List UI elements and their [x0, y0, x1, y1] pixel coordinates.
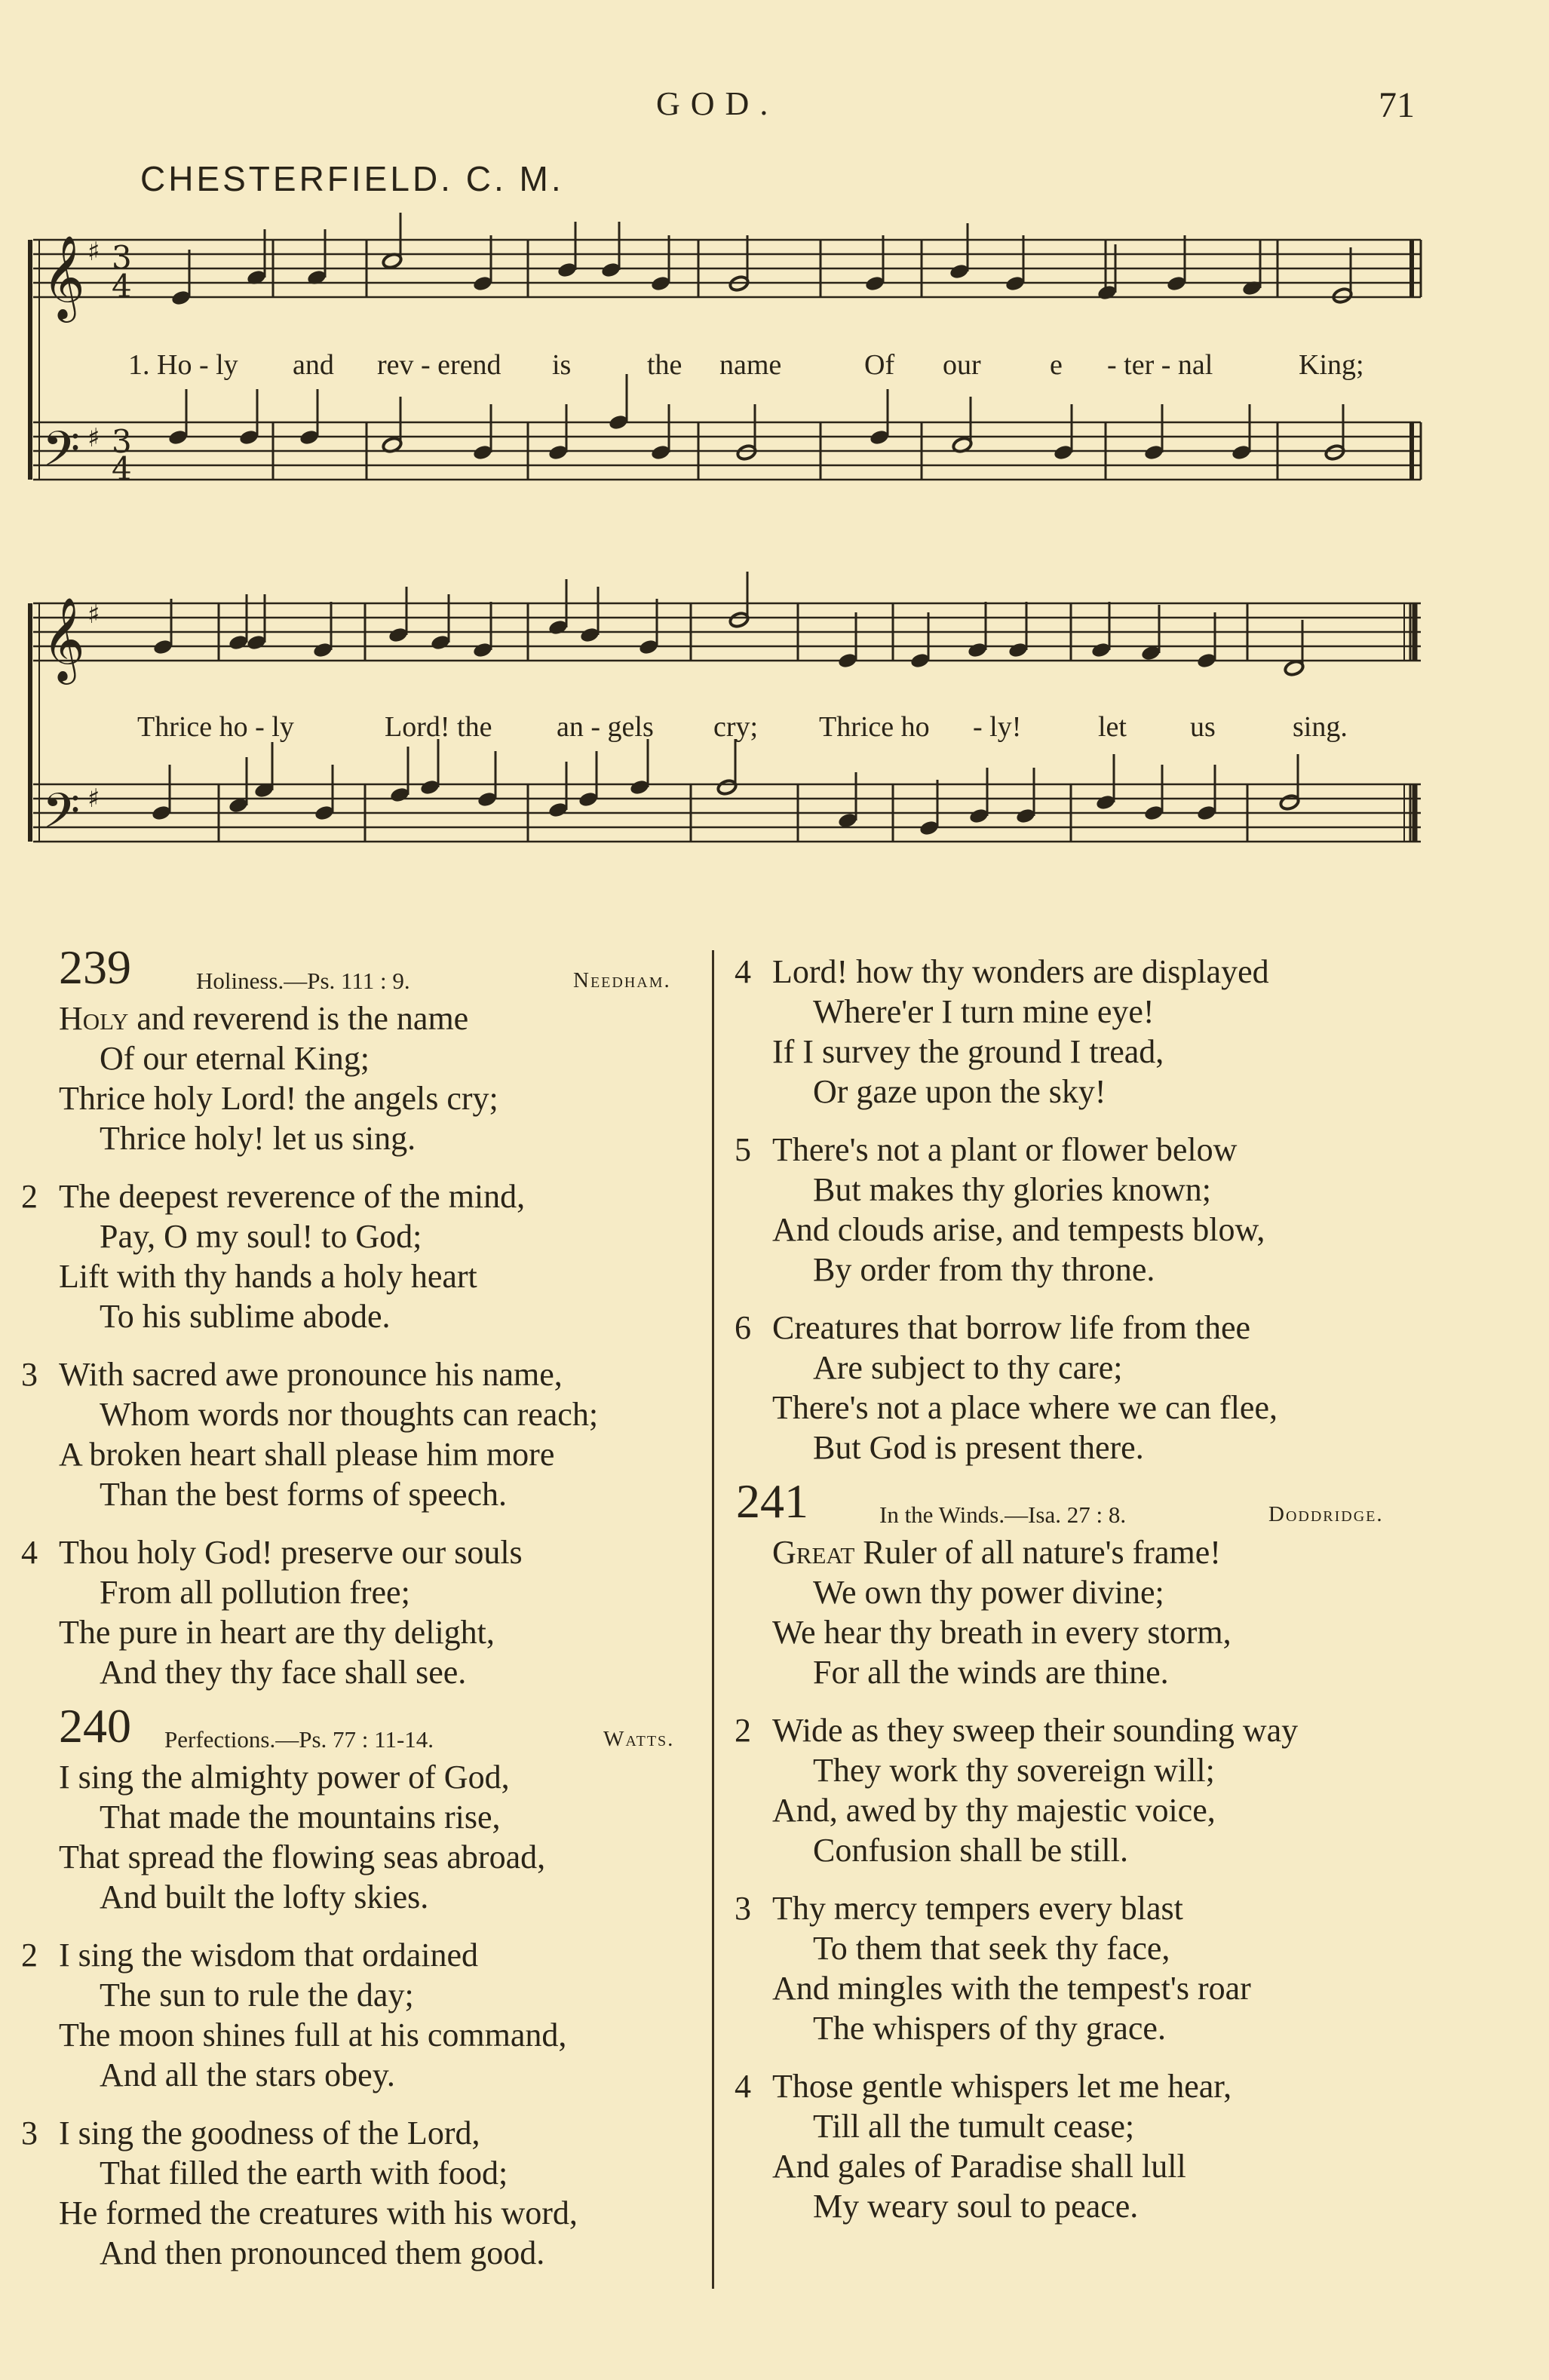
verse-line: And then pronounced them good.: [100, 2234, 545, 2271]
verse-line: They work thy sovereign will;: [813, 1752, 1215, 1789]
stanza: [59, 1757, 707, 1917]
verse-line: Than the best forms of speech.: [100, 1476, 508, 1513]
verse-line: Those gentle whispers let me hear,: [772, 2068, 1232, 2105]
lyric-syllable: rev - erend: [377, 349, 502, 381]
verse-line: Thou holy God! preserve our souls: [59, 1534, 523, 1571]
verse-line: The sun to rule the day;: [100, 1977, 414, 2013]
hymn-241: [735, 1474, 1526, 2226]
stanza-number: 5: [735, 1131, 751, 1168]
verse-line: My weary soul to peace.: [813, 2188, 1139, 2225]
svg-text:4: 4: [112, 268, 132, 305]
hymn-topic: Perfections.—Ps. 77 : 11-14.: [164, 1726, 434, 1753]
stanza: [735, 1888, 1526, 2048]
running-head: GOD.: [656, 85, 779, 122]
stanza-number: 3: [735, 1890, 751, 1927]
svg-text:4: 4: [112, 450, 132, 487]
stanza-number: 2: [735, 1712, 751, 1749]
stanza: [59, 998, 707, 1158]
verse-line: There's not a plant or flower below: [772, 1131, 1238, 1168]
svg-text:𝄢: 𝄢: [42, 422, 81, 489]
verse-line: Great Ruler of all nature's frame!: [772, 1534, 1221, 1571]
lyric-syllable: e: [1050, 349, 1063, 381]
stanza-number: 2: [21, 1937, 38, 1974]
verse-line: The pure in heart are thy delight,: [59, 1614, 495, 1651]
hymn-stanzas: [735, 952, 1526, 1468]
left-column: [21, 940, 707, 2291]
lyric-syllable: our: [943, 349, 981, 381]
staff-lines: [33, 240, 1421, 842]
stanza: [735, 952, 1526, 1112]
verse-line: He formed the creatures with his word,: [59, 2194, 578, 2231]
verse-line: But makes thy glories known;: [813, 1171, 1211, 1208]
lyric-syllable: let: [1098, 711, 1127, 743]
verse-line: Creatures that borrow life from thee: [772, 1309, 1251, 1346]
verse-line: With sacred awe pronounce his name,: [59, 1356, 563, 1393]
verse-line: And all the stars obey.: [100, 2056, 395, 2093]
music-score: [0, 0, 1549, 935]
lyric-syllable: name: [719, 349, 782, 381]
verse-line: And built the lofty skies.: [100, 1879, 429, 1915]
verse-line: That spread the flowing seas abroad,: [59, 1839, 546, 1875]
verse-line: Thrice holy! let us sing.: [100, 1120, 416, 1157]
lyric-syllable: King;: [1299, 349, 1364, 381]
svg-text:𝄞: 𝄞: [42, 235, 85, 319]
lyric-syllable: Of: [864, 349, 895, 381]
lyric-syllable: and: [293, 349, 334, 381]
verse-line: And mingles with the tempest's roar: [772, 1970, 1251, 2007]
verse-line: The whispers of thy grace.: [813, 2010, 1166, 2047]
svg-text:𝄞: 𝄞: [42, 597, 85, 681]
verse-line: Pay, O my soul! to God;: [100, 1218, 422, 1255]
verse-line: We hear thy breath in every storm,: [772, 1614, 1232, 1651]
verse-line: For all the winds are thine.: [813, 1654, 1169, 1691]
stanza-number: 2: [21, 1178, 38, 1215]
verse-line: But God is present there.: [813, 1429, 1144, 1466]
stanza: [21, 1935, 707, 2095]
verse-line: Lord! how thy wonders are displayed: [772, 953, 1269, 990]
verse-line: That made the mountains rise,: [100, 1799, 501, 1836]
stanza: [21, 1532, 707, 1692]
verse-line: Thrice holy Lord! the angels cry;: [59, 1080, 498, 1117]
verse-line: And they thy face shall see.: [100, 1654, 467, 1691]
verse-line: The moon shines full at his command,: [59, 2017, 567, 2053]
verse-line: Thy mercy tempers every blast: [772, 1890, 1183, 1927]
verse-line: A broken heart shall please him more: [59, 1436, 555, 1473]
verse-line: Or gaze upon the sky!: [813, 1073, 1106, 1110]
stanza-number: 3: [21, 1356, 38, 1393]
hymn-stanzas: [21, 1757, 707, 2273]
svg-text:♯: ♯: [87, 784, 100, 814]
verse-line: If I survey the ground I tread,: [772, 1033, 1164, 1070]
hymn-stanzas: [735, 1532, 1526, 2226]
stanza: [21, 1354, 707, 1514]
tune-title: CHESTERFIELD. C. M.: [140, 159, 564, 198]
stanza: [772, 1532, 1526, 1692]
verse-line: Confusion shall be still.: [813, 1832, 1128, 1869]
lyric-syllable: an - gels: [557, 711, 654, 743]
stanza: [21, 2113, 707, 2273]
verse-line: I sing the goodness of the Lord,: [59, 2115, 480, 2152]
stanza-number: 4: [735, 2068, 751, 2105]
lyric-syllable: the: [647, 349, 682, 381]
right-column: [735, 952, 1526, 2244]
hymn-topic: Holiness.—Ps. 111 : 9.: [196, 968, 410, 994]
hymn-author: Needham.: [573, 968, 671, 992]
verse-line: I sing the wisdom that ordained: [59, 1937, 479, 1974]
verse-line: The deepest reverence of the mind,: [59, 1178, 526, 1215]
svg-text:♯: ♯: [87, 237, 100, 267]
hymn-topic: In the Winds.—Isa. 27 : 8.: [879, 1501, 1127, 1528]
verse-line: Where'er I turn mine eye!: [813, 993, 1155, 1030]
verse-line: And clouds arise, and tempests blow,: [772, 1211, 1265, 1248]
stanza: [735, 1130, 1526, 1290]
hymn-number: 241: [736, 1474, 808, 1528]
verse-line: Holy and reverend is the name: [59, 1000, 469, 1037]
bar-lines: [30, 240, 1421, 842]
verse-line: And gales of Paradise shall lull: [772, 2148, 1186, 2185]
lyric-syllable: is: [552, 349, 572, 381]
svg-text:3: 3: [112, 239, 132, 276]
svg-text:♯: ♯: [87, 600, 100, 630]
hymn-author: Watts.: [603, 1727, 675, 1751]
hymn-stanzas: [21, 998, 707, 1692]
svg-text:♯: ♯: [87, 423, 100, 453]
stanza-number: 4: [21, 1534, 38, 1571]
hymn-number: 240: [59, 1699, 131, 1753]
lyric-syllable: Lord! the: [385, 711, 492, 743]
verse-line: Of our eternal King;: [100, 1040, 370, 1077]
lyric-syllable: Thrice ho: [819, 711, 930, 743]
lyric-syllable: Thrice ho - ly: [137, 711, 294, 743]
verse-line: And, awed by thy majestic voice,: [772, 1792, 1216, 1829]
verse-line: There's not a place where we can flee,: [772, 1389, 1278, 1426]
stanza-number: 3: [21, 2115, 38, 2152]
verse-line: Till all the tumult cease;: [813, 2108, 1135, 2145]
stanza: [735, 1308, 1526, 1468]
lyric-syllable: sing.: [1293, 711, 1348, 743]
lyric-syllable: cry;: [713, 711, 759, 743]
lyric-syllable: 1. Ho - ly: [128, 349, 238, 381]
column-divider: [712, 950, 714, 2289]
stanza-number: 6: [735, 1309, 751, 1346]
stanza: [735, 2066, 1526, 2226]
verse-line: We own thy power divine;: [813, 1574, 1164, 1611]
hymn-240: [21, 1699, 707, 2273]
stanza-number: 4: [735, 953, 751, 990]
verse-line: Whom words nor thoughts can reach;: [100, 1396, 599, 1433]
clefs: [42, 235, 132, 851]
verse-line: By order from thy throne.: [813, 1251, 1155, 1288]
hymn-author: Doddridge.: [1268, 1502, 1384, 1526]
verse-line: Lift with thy hands a holy heart: [59, 1258, 477, 1295]
lyric-syllable: - ly!: [973, 711, 1022, 743]
svg-text:𝄢: 𝄢: [42, 784, 81, 851]
verse-line: From all pollution free;: [100, 1574, 410, 1611]
stanza: [21, 1176, 707, 1336]
svg-text:3: 3: [112, 423, 132, 460]
lyric-syllable: us: [1190, 711, 1216, 743]
verse-line: I sing the almighty power of God,: [59, 1759, 510, 1796]
hymn-number: 239: [59, 940, 131, 994]
verse-line: Are subject to thy care;: [813, 1349, 1123, 1386]
verse-line: That filled the earth with food;: [100, 2155, 508, 2191]
stanza: [735, 1710, 1526, 1870]
hymn-239: [21, 940, 707, 1692]
verse-line: Wide as they sweep their sounding way: [772, 1712, 1299, 1749]
page-number: 71: [1379, 85, 1415, 125]
verse-line: To them that seek thy face,: [813, 1930, 1170, 1967]
lyric-syllable: - ter - nal: [1107, 349, 1213, 381]
verse-line: To his sublime abode.: [100, 1298, 391, 1335]
hymn-240-continued: [735, 952, 1526, 1468]
